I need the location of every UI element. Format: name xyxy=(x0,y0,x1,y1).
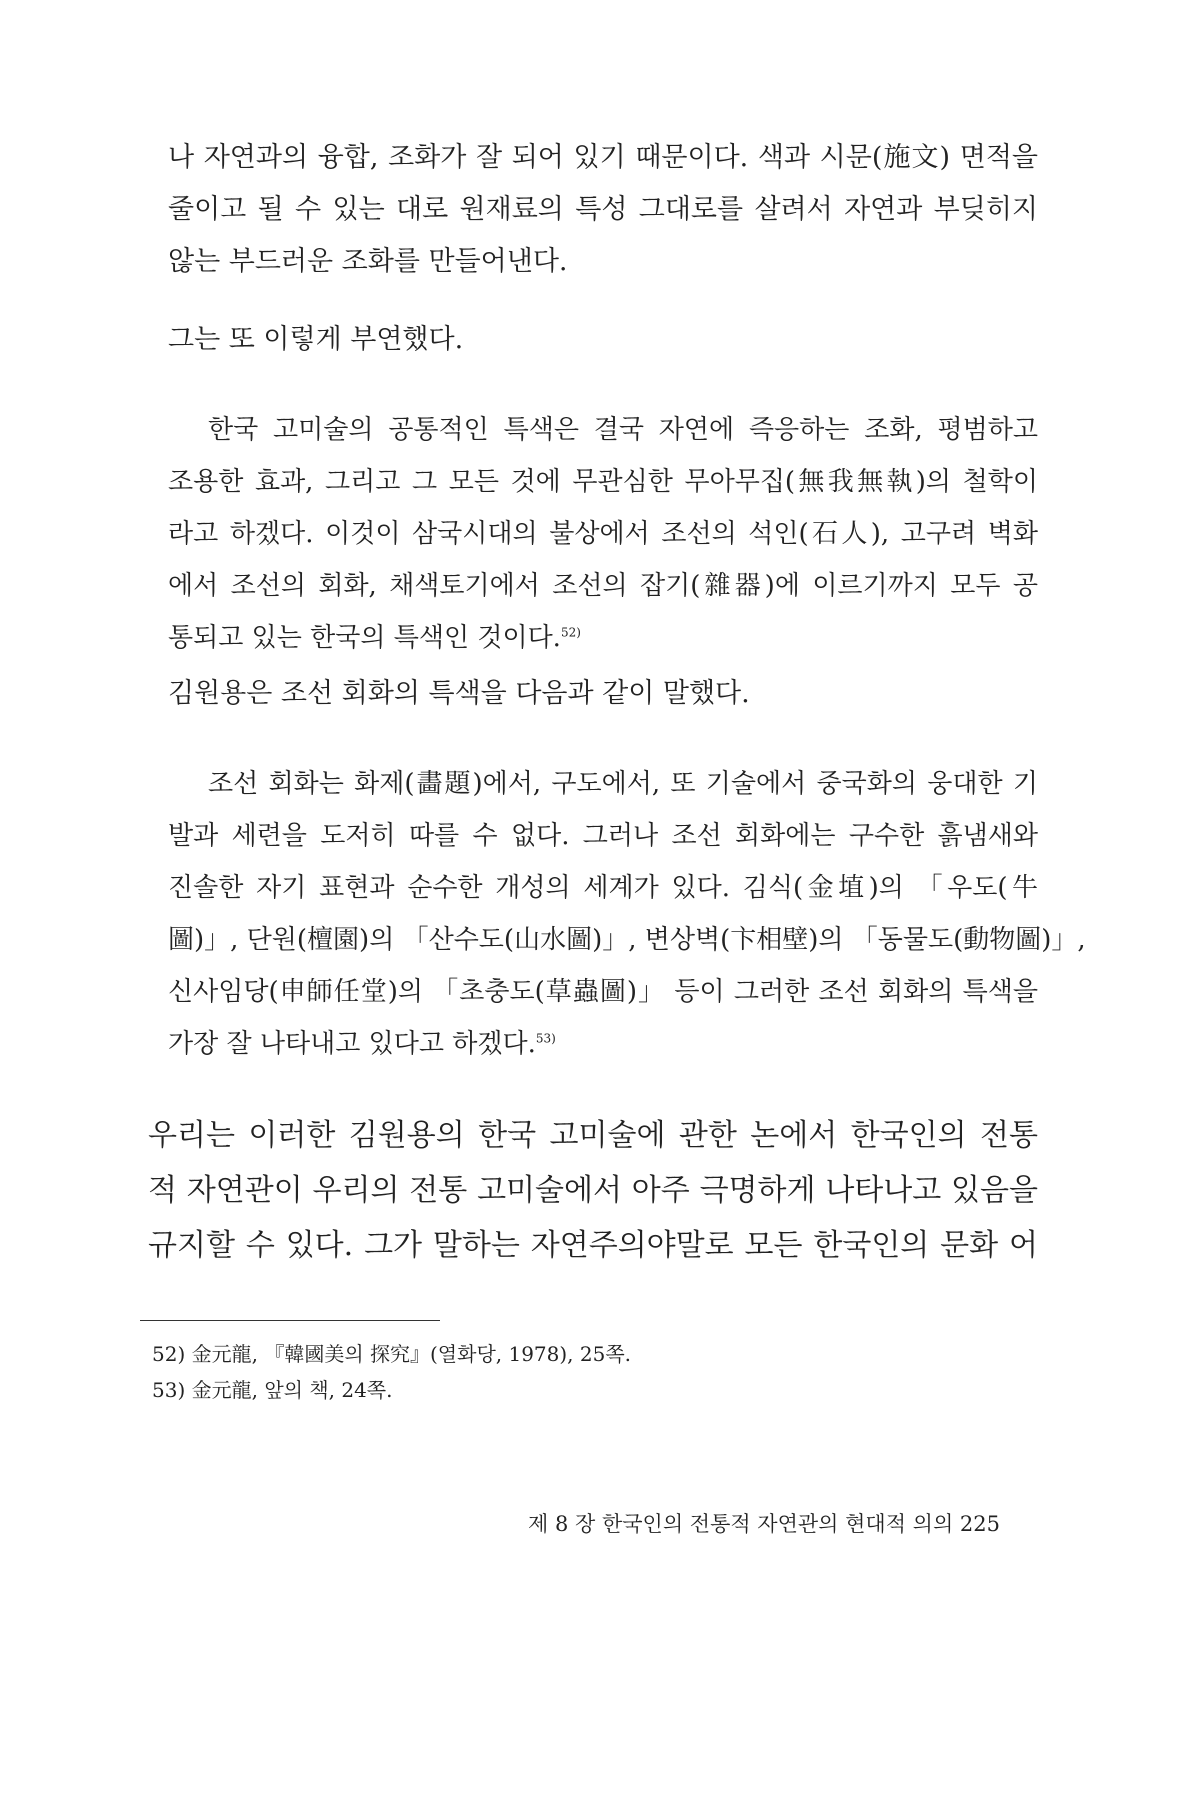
footnotes xyxy=(152,1336,631,1408)
text-line: 김원용은 조선 회화의 특색을 다음과 같이 말했다. xyxy=(168,678,750,709)
text-line xyxy=(168,1018,1038,1070)
text-line: 발과 세련을 도저히 따를 수 없다. 그러나 조선 회화에는 구수한 흙냄새와 xyxy=(168,821,1038,851)
paragraph-2 xyxy=(168,314,1038,366)
text-line: 그는 또 이렇게 부연했다. xyxy=(168,324,464,355)
text-line: 조용한 효과, 그리고 그 모든 것에 무관심한 무아무집(無我無執)의 철학이 xyxy=(168,467,1038,497)
text-line: 줄이고 될 수 있는 대로 원재료의 특성 그대로를 살려서 자연과 부딪히지 xyxy=(168,194,1038,225)
text-line: 신사임당(申師任堂)의 「초충도(草蟲圖)」 등이 그러한 조선 회화의 특색을 xyxy=(168,977,1038,1007)
text-line: 적 자연관이 우리의 전통 고미술에서 아주 극명하게 나타나고 있음을 xyxy=(148,1173,1038,1208)
text-line: 조선 회화는 화제(畵題)에서, 구도에서, 또 기술에서 중국화의 웅대한 기 xyxy=(208,769,1038,799)
text-line: 한국 고미술의 공통적인 특색은 결국 자연에 즉응하는 조화, 평범하고 xyxy=(208,415,1038,445)
footnote-ref: 52) xyxy=(560,625,581,640)
text-line: 圖)」, 단원(檀園)의 「산수도(山水圖)」, 변상벽(卞相壁)의 「동물도(動物圖)」, xyxy=(168,925,1086,955)
text-line: 나 자연과의 융합, 조화가 잘 되어 있기 때문이다. 색과 시문(施文) 면적을 xyxy=(168,142,1038,173)
text-line xyxy=(168,612,1038,664)
text-line: 우리는 이러한 김원용의 한국 고미술에 관한 논에서 한국인의 전통 xyxy=(148,1118,1038,1153)
block-quote-1 xyxy=(168,404,1038,664)
paragraph-1 xyxy=(168,132,1038,288)
text-line: 진솔한 자기 표현과 순수한 개성의 세계가 있다. 김식(金埴)의 「우도(牛 xyxy=(168,873,1038,903)
text-line: 않는 부드러운 조화를 만들어낸다. xyxy=(168,246,568,277)
paragraph-3 xyxy=(168,668,1038,720)
running-footer: 제 8 장 한국인의 전통적 자연관의 현대적 의의 225 xyxy=(528,1512,1000,1536)
text-line: 에서 조선의 회화, 채색토기에서 조선의 잡기(雜器)에 이르기까지 모두 공 xyxy=(168,571,1038,601)
text-line: 라고 하겠다. 이것이 삼국시대의 불상에서 조선의 석인(石人), 고구려 벽화 xyxy=(168,519,1038,549)
footnote: 52) 金元龍, 『韓國美의 探究』(열화당, 1978), 25쪽. xyxy=(152,1342,632,1366)
quote-last-line: 가장 잘 나타내고 있다고 하겠다. xyxy=(168,1029,536,1059)
block-quote-2 xyxy=(168,758,1086,1070)
footnote-ref: 53) xyxy=(535,1031,556,1046)
quote-last-line: 통되고 있는 한국의 특색인 것이다. xyxy=(168,623,561,653)
footnote: 53) 金元龍, 앞의 책, 24쪽. xyxy=(152,1378,393,1402)
text-line: 규지할 수 있다. 그가 말하는 자연주의야말로 모든 한국인의 문화 어 xyxy=(148,1228,1038,1263)
paragraph-4 xyxy=(148,1108,1038,1273)
footnote-divider xyxy=(140,1320,440,1321)
